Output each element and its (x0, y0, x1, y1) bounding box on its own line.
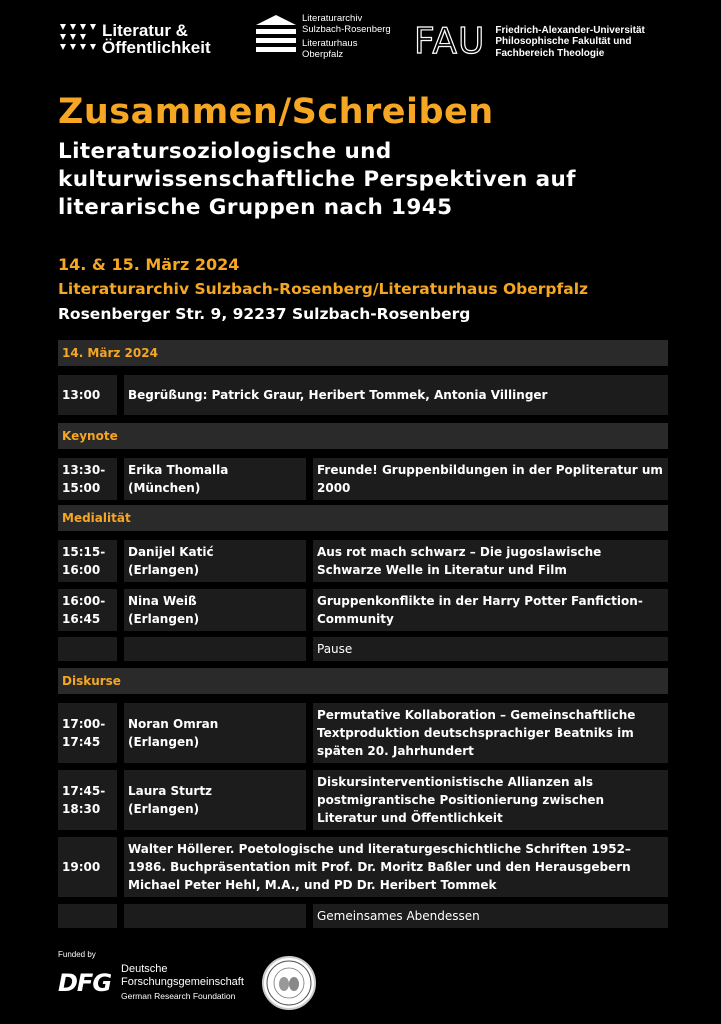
schedule-row-book (58, 837, 668, 897)
seal-graphic-icon (264, 958, 314, 1008)
event-venue: Literaturarchiv Sulzbach-Rosenberg/Literaturhaus Oberpfalz (58, 280, 589, 298)
logo-fau-line2: Philosophische Fakultät und (495, 36, 632, 48)
time-cell: 17:45- 18:30 (58, 770, 117, 830)
day-header: 14. März 2024 (58, 340, 668, 366)
page-title: Zusammen/Schreiben (58, 92, 494, 132)
schedule-row-break (58, 637, 668, 661)
logo-archiv-line1: Literaturarchiv (302, 13, 363, 24)
speaker-cell: Noran Omran (Erlangen) (124, 703, 306, 763)
page-subtitle: Literatursoziologische und kulturwissenschaftliche Perspektiven auf literarische Gruppen nach 1945 (58, 139, 576, 220)
talk-title-cell: Gruppenkonflikte in der Harry Potter Fanfiction-Community (313, 589, 668, 631)
schedule-row (58, 458, 668, 500)
logo-archiv-line3: Literaturhaus (302, 38, 358, 49)
time-cell: 13:30- 15:00 (58, 458, 117, 500)
logo-literatur-oeffentlichkeit (58, 22, 211, 56)
talk-title-cell: Permutative Kollaboration – Gemeinschaftliche Textproduktion deutschsprachiger Beatniks im späten 20. Jahrhundert (313, 703, 668, 763)
book-presentation-cell: Walter Höllerer. Poetologische und literaturgeschichtliche Schriften 1952–1986. Buchpräsentation mit Prof. Dr. Moritz Baßler und den Herausgebern Michael Peter Hehl, M.A., und PD Dr. Heribert Tommek (124, 837, 668, 897)
empty-cell (124, 904, 306, 928)
logo-dfg (58, 963, 244, 1003)
speaker-cell: Nina Weiß (Erlangen) (124, 589, 306, 631)
talk-title-cell: Aus rot mach schwarz – Die jugoslawische Schwarze Welle in Literatur und Film (313, 540, 668, 582)
schedule-row-welcome (58, 375, 668, 415)
section-header-diskurse: Diskurse (58, 668, 668, 694)
dfg-line2: Forschungsgemeinschaft (121, 975, 244, 988)
empty-cell (58, 904, 117, 928)
logo-lit-line2: Öffentlichkeit (102, 38, 211, 57)
speaker-cell: Danijel Katić (Erlangen) (124, 540, 306, 582)
speaker-cell: Laura Sturtz (Erlangen) (124, 770, 306, 830)
talk-title-cell: Freunde! Gruppenbildungen in der Popliteratur um 2000 (313, 458, 668, 500)
logo-literaturarchiv (256, 14, 391, 60)
dfg-line1: Deutsche (121, 963, 168, 975)
event-date: 14. & 15. März 2024 (58, 255, 240, 274)
break-cell: Pause (313, 637, 668, 661)
time-cell: 16:00- 16:45 (58, 589, 117, 631)
event-address: Rosenberger Str. 9, 92237 Sulzbach-Rosenberg (58, 305, 471, 323)
section-header-keynote: Keynote (58, 423, 668, 449)
schedule-row (58, 540, 668, 582)
lit-dots-icon (58, 22, 96, 56)
logo-archiv-line2: Sulzbach-Rosenberg (302, 23, 391, 35)
archive-stack-icon (256, 15, 296, 59)
speaker-cell: Erika Thomalla (München) (124, 458, 306, 500)
dinner-cell: Gemeinsames Abendessen (313, 904, 668, 928)
logo-archiv-line4: Oberpfalz (302, 48, 344, 60)
empty-cell (58, 637, 117, 661)
dfg-mark: DFG (58, 968, 112, 997)
time-cell: 19:00 (58, 837, 117, 897)
logo-lit-line1: Literatur & (102, 21, 188, 40)
schedule-row (58, 770, 668, 830)
fau-mark: FAU (414, 21, 486, 62)
welcome-cell: Begrüßung: Patrick Graur, Heribert Tommek, Antonia Villinger (124, 375, 668, 415)
funded-by-label: Funded by (58, 950, 96, 959)
header-logos (58, 14, 668, 66)
schedule-row-dinner (58, 904, 668, 928)
logo-fau-line1: Friedrich-Alexander-Universität (495, 24, 645, 36)
time-cell: 17:00- 17:45 (58, 703, 117, 763)
empty-cell (124, 637, 306, 661)
talk-title-cell: Diskursinterventionistische Allianzen als postmigrantische Positionierung zwischen Literatur und Öffentlichkeit (313, 770, 668, 830)
schedule-row (58, 589, 668, 631)
time-cell: 15:15- 16:00 (58, 540, 117, 582)
section-header-medialitaet: Medialität (58, 505, 668, 531)
foundation-seal-icon (262, 956, 316, 1010)
dfg-line3: German Research Foundation (121, 991, 236, 1001)
logo-fau-line3: Fachbereich Theologie (495, 47, 605, 59)
schedule-table (58, 340, 668, 928)
logo-fau (414, 21, 645, 62)
schedule-row (58, 703, 668, 763)
time-cell: 13:00 (58, 375, 117, 415)
